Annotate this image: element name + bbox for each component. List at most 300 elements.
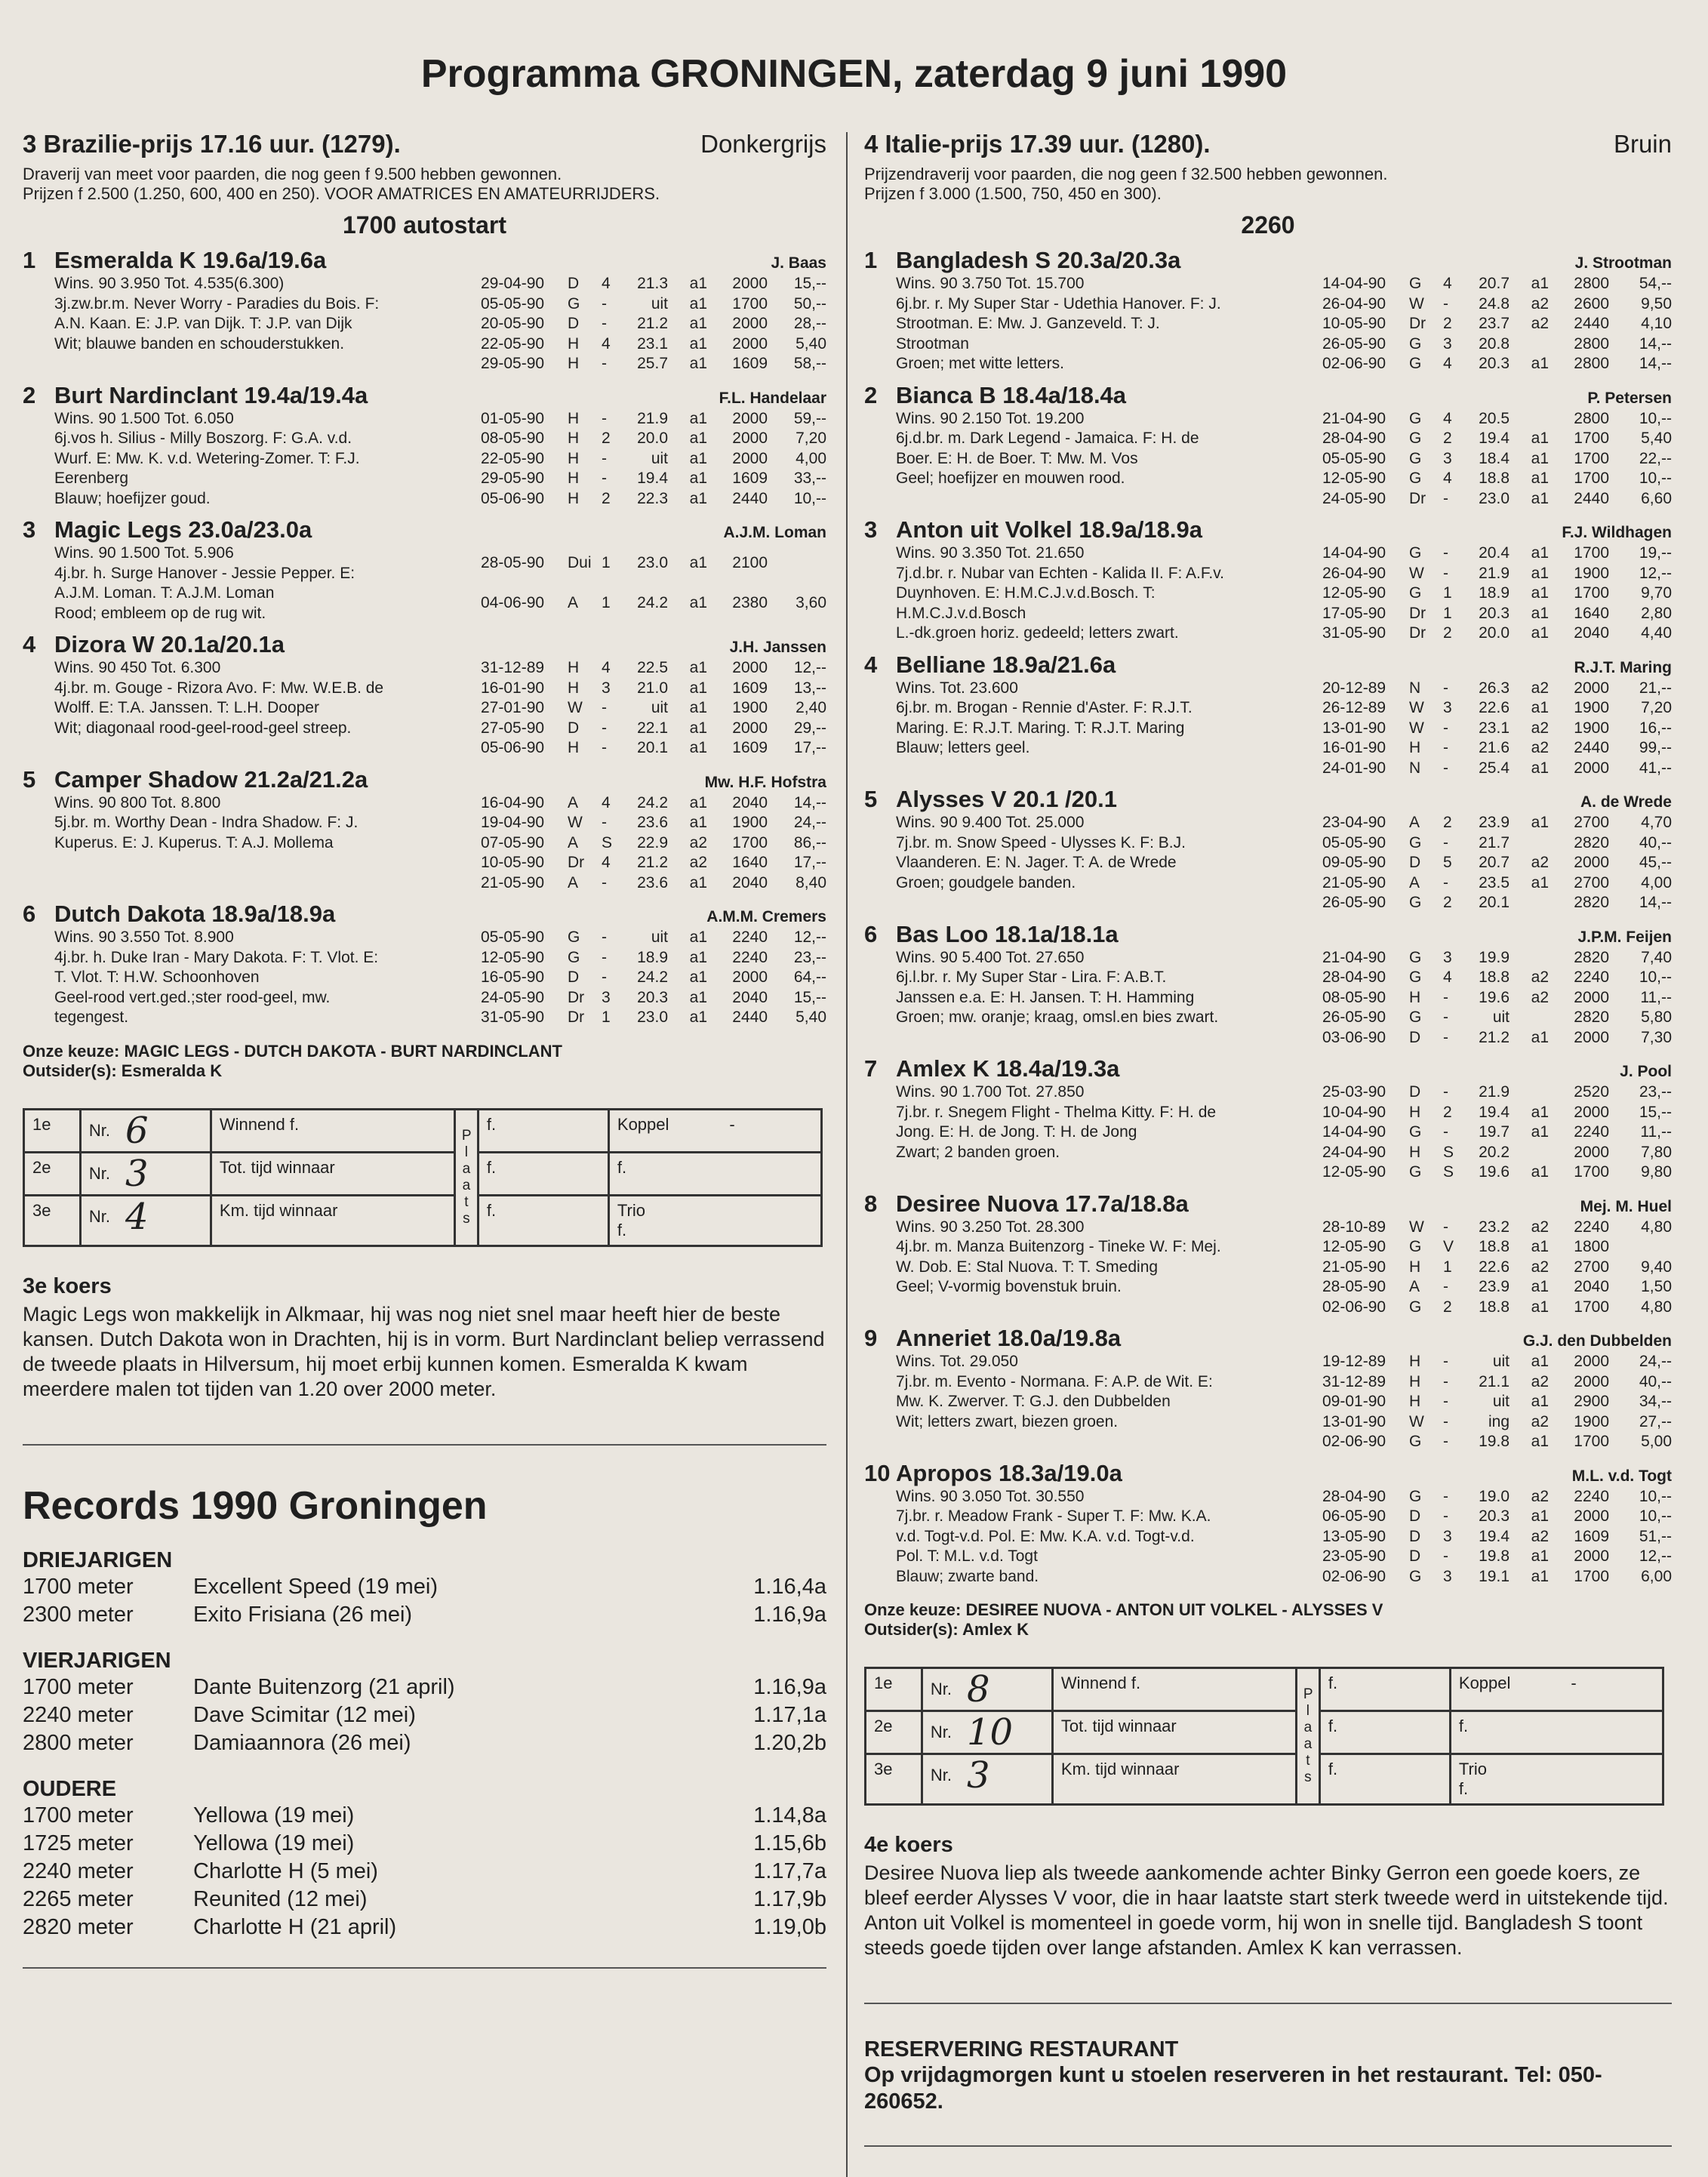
horse-info-line [896,489,1322,510]
performance-cell: G [1409,1238,1422,1255]
performance-cell: - [602,470,607,487]
bet-label: Winnend f. [1052,1668,1296,1711]
race-header [864,130,1672,159]
performance-cell: a1 [689,659,707,676]
performance-cell: 21.2 [637,854,668,871]
performance-cell: - [602,294,607,313]
performance-cell: 51,-- [1639,1527,1672,1545]
performance-cell: Dr [1409,489,1426,507]
performance-cell: 12,-- [793,928,826,946]
performance-cell: 19.6 [1479,988,1510,1006]
performance-cell: 19-12-89 [1322,1353,1386,1370]
number-cell-content [88,1152,202,1195]
horse-entry [864,1325,1672,1452]
record-time: 1.20,2b [753,1730,826,1755]
performance-cell: 26-05-90 [1322,894,1386,911]
performance-cell: V [1443,1238,1454,1255]
performance-cell: S [602,833,613,851]
number-cell-content [88,1109,202,1152]
horse-body [864,1218,1672,1318]
performance-cell: G [1409,584,1422,602]
performance-cell: - [602,449,607,467]
performance-cell: 1609 [1574,1527,1609,1545]
horse-info-line: Wins. 90 3.550 Tot. 8.900 [54,928,234,946]
performance-cell: 40,-- [1639,1372,1672,1390]
performance-cell: 4 [602,659,611,676]
performance-cell: 12-05-90 [1322,1238,1386,1255]
performance-cell: 09-01-90 [1322,1393,1386,1410]
performance-cell: 2040 [1574,1278,1609,1295]
performance-cell: a1 [689,409,707,427]
performance-cell: 9,50 [1641,294,1672,313]
horse-info-line: 6j.br. m. Brogan - Rennie d'Aster. F: R.J.T. [896,699,1193,716]
performance-cell: 6,60 [1641,489,1672,507]
performance-cell [1510,1008,1549,1028]
performance-cell: - [1443,489,1448,507]
horse-entry [864,1055,1672,1183]
performance-cell: 2000 [732,430,768,447]
performance-table [1322,679,1672,779]
handwritten-pick: 10 [967,1711,1014,1754]
performance-cell: G [1409,1487,1422,1505]
number-cell-content [930,1754,1044,1797]
performance-cell: - [1443,1412,1448,1430]
horse-info-line: Strootman [896,334,969,353]
performance-row [1322,719,1672,739]
performance-cell: - [1443,544,1448,562]
performance-cell: a1 [689,470,707,487]
performance-cell: 24.2 [637,594,668,612]
performance-cell: 99,-- [1639,739,1672,756]
commentary-text: Magic Legs won makkelijk in Alkmaar, hij was nog niet snel maar heeft hier de beste kansen. Dutch Dakota won in Drachten, hij is in vorm. Burt Nardinclant beliep verrassend de tweede plaats in Hilversum, hij moet erbij kunnen komen. Esmeralda K kwam meerdere malen tot tijden van 1.20 over 2000 meter. [23,1302,825,1400]
performance-cell: 20.2 [1479,1143,1510,1161]
performance-cell: G [1409,1433,1422,1450]
koppel-cell [1450,1668,1663,1711]
horse-name: Esmeralda K 19.6a/19.6a [54,247,327,273]
performance-cell: uit [651,699,668,716]
performance-cell: D [1409,1547,1421,1565]
performance-cell: 25.4 [1479,759,1510,777]
performance-cell: G [1409,968,1422,986]
performance-row [1322,584,1672,604]
horse-body [23,409,826,510]
horse-info-line: 6j.d.br. m. Dark Legend - Jamaica. F: H. de [896,430,1199,447]
performance-cell: H [1409,1103,1421,1121]
performance-cell: H [568,334,580,353]
performance-cell: - [1443,1507,1448,1525]
performance-cell: a2 [1531,968,1549,986]
performance-cell: 18.8 [1479,1238,1510,1255]
performance-cell: 26.3 [1479,679,1510,697]
performance-row [1322,679,1672,699]
record-horse: Excellent Speed (19 mei) [193,1574,438,1599]
performance-cell: 1700 [1574,1298,1609,1316]
performance-cell: G [568,294,580,313]
record-distance: 1700 meter [23,1803,134,1828]
performance-cell: 19.1 [1479,1567,1510,1585]
record-row [23,1886,826,1914]
horse-trainer: A. de Wrede [1580,793,1672,811]
performance-cell: W [568,814,583,831]
performance-cell: 15,-- [793,275,826,292]
horse-info-line: 7j.br. r. Meadow Frank - Super T. F: Mw. K.A. [896,1507,1211,1525]
performance-cell: 4 [1443,275,1452,292]
performance-row [1322,1162,1672,1183]
performance-cell: a1 [689,873,707,891]
performance-cell: uit [651,294,668,313]
performance-cell: - [602,928,607,946]
performance-cell: H [568,739,580,756]
performance-cell: 2700 [1574,814,1609,831]
record-row [23,1674,826,1701]
performance-cell: H [1409,1353,1421,1370]
record-horse: Dante Buitenzorg (21 april) [193,1674,455,1699]
performance-cell: 7,20 [1641,699,1672,716]
performance-cell: 5,40 [796,334,826,353]
performance-cell: 21.9 [637,409,668,427]
horse-header [23,901,826,928]
performance-cell: 1609 [732,739,768,756]
performance-cell: 24.8 [1479,294,1510,313]
performance-cell: 7,30 [1641,1028,1672,1046]
performance-cell: 21.0 [637,679,668,697]
horse-number: 5 [23,765,36,793]
horse-name-line [864,786,1117,813]
performance-cell: a1 [1531,544,1549,562]
horse-info-line: Wins. 90 3.050 Tot. 30.550 [896,1487,1085,1505]
performance-cell: a1 [1531,814,1549,831]
performance-cell: 14-04-90 [1322,544,1386,562]
horse-entry [23,631,826,759]
performance-cell: 1609 [732,470,768,487]
performance-cell: ing [1488,1412,1510,1430]
performance-cell: - [602,873,607,891]
performance-cell: D [568,719,580,737]
performance-cell: D [1409,1028,1421,1046]
performance-cell: a1 [689,449,707,467]
performance-cell: 41,-- [1639,759,1672,777]
performance-cell: 21-04-90 [1322,948,1386,966]
performance-cell: 2820 [1574,833,1609,851]
performance-cell: 64,-- [793,968,826,986]
performance-cell: 34,-- [1639,1393,1672,1410]
performance-cell: 2 [1443,894,1452,911]
performance-cell: 20.3 [637,988,668,1006]
performance-cell: 58,-- [793,355,826,372]
horse-info-line: 7j.d.br. r. Nubar van Echten - Kalida II. F: A.F.v. [896,564,1224,582]
record-group-title: VIERJARIGEN [23,1648,171,1673]
plaats-text: Plaats [461,1127,472,1227]
performance-cell: 2000 [1574,1547,1609,1565]
performance-cell: 4 [602,275,611,292]
performance-cell: 21-05-90 [1322,1258,1386,1276]
performance-cell: 2000 [1574,1353,1609,1370]
horse-number: 8 [864,1190,878,1217]
performance-cell: 1700 [732,833,768,851]
performance-cell: 7,20 [796,430,826,447]
performance-cell: N [1409,679,1421,697]
performance-cell: 1700 [1574,449,1609,467]
performance-cell: 10,-- [1639,1487,1672,1505]
number-cell [922,1754,1052,1805]
horse-name-line [23,901,335,928]
performance-cell: 18.9 [1479,584,1510,602]
horse-info-line: Wins. Tot. 23.600 [896,679,1018,697]
performance-cell: 1609 [732,679,768,697]
performance-cell: - [602,719,607,737]
performance-cell: 17,-- [793,739,826,756]
horse-info-line: Geel; V-vormig bovenstuk bruin. [896,1278,1122,1295]
performance-cell: 2 [1443,315,1452,332]
horse-info [864,1487,1322,1587]
performance-row [481,543,826,584]
performance-cell: 19.8 [1479,1547,1510,1565]
performance-cell: a1 [689,554,707,572]
record-row [23,1729,826,1757]
performance-cell: a1 [689,275,707,292]
record-row [23,1802,826,1830]
performance-cell: 09-05-90 [1322,854,1386,871]
performance-cell: 08-05-90 [481,430,545,447]
horse-info-line: Wurf. E: Mw. K. v.d. Wetering-Zomer. T: F.J. [54,449,360,467]
performance-row [481,489,826,510]
number-cell-content [88,1195,202,1238]
performance-cell: 05-06-90 [481,489,545,507]
record-time: 1.16,9a [753,1602,826,1627]
plaats-amount: f. [478,1109,608,1152]
performance-row [481,698,826,719]
horse-info [23,409,481,510]
performance-cell: 1900 [1574,719,1609,737]
performance-cell: 1900 [732,814,768,831]
performance-cell: uit [1492,1353,1510,1370]
horse-info-line: Wins. 90 2.150 Tot. 19.200 [896,409,1085,427]
performance-table [1322,1352,1672,1452]
performance-cell: 19.4 [1479,1527,1510,1545]
performance-cell: 20.4 [1479,544,1510,562]
performance-cell: 10,-- [1639,1507,1672,1525]
horse-trainer: Mw. H.F. Hofstra [704,773,826,791]
performance-cell: 23.7 [1479,315,1510,332]
horse-info [864,679,1322,779]
horse-name: Camper Shadow 21.2a/21.2a [54,765,368,793]
performance-row [1322,1527,1672,1547]
performance-cell: 1609 [732,355,768,372]
performance-cell: - [1443,294,1448,313]
performance-cell: - [1443,1433,1448,1450]
performance-cell: 1700 [1574,1163,1609,1181]
horse-info-line: A.J.M. Loman. T: A.J.M. Loman [54,584,275,602]
horse-entry [864,921,1672,1048]
performance-cell: 2000 [1574,988,1609,1006]
performance-cell: 1 [602,1008,611,1026]
horse-info [864,543,1322,644]
performance-row [481,334,826,355]
record-row [23,1914,826,1941]
performance-cell: 05-05-90 [1322,833,1386,851]
performance-row [1322,988,1672,1008]
performance-cell: - [1443,1028,1448,1046]
handwritten-pick: 6 [125,1109,149,1152]
performance-cell: 16,-- [1639,719,1672,737]
performance-row [481,719,826,739]
performance-cell: G [1409,948,1422,966]
performance-row [481,274,826,294]
performance-cell: 1900 [1574,699,1609,716]
horse-name: Anton uit Volkel 18.9a/18.9a [896,516,1203,543]
performance-cell: a1 [689,739,707,756]
horse-entry [864,651,1672,779]
performance-cell: 1 [1443,584,1452,602]
performance-cell: uit [1492,1008,1510,1026]
horse-info-line: Wins. 90 3.950 Tot. 4.535(6.300) [54,275,285,292]
performance-cell: 2800 [1574,409,1609,427]
prediction-form [864,1667,1664,1806]
performance-cell: a1 [1531,1353,1549,1370]
horse-name: Bas Loo 18.1a/18.1a [896,920,1119,947]
horse-info-line: 4j.br. h. Duke Iran - Mary Dakota. F: T. Vlot. E: [54,948,379,966]
performance-cell: 7,40 [1641,948,1672,966]
horse-name-line [23,247,326,274]
performance-cell: 10-05-90 [1322,315,1386,332]
performance-cell: 19.0 [1479,1487,1510,1505]
horse-info-line: Eerenberg [54,470,129,487]
performance-cell [1510,1143,1549,1163]
performance-cell: 16-04-90 [481,793,545,811]
horse-name-line [23,631,285,658]
horse-info-line: Wolff. E: T.A. Janssen. T: L.H. Dooper [54,699,319,716]
trio-cell [1450,1754,1663,1805]
performance-cell: - [602,814,607,831]
record-distance: 1700 meter [23,1574,134,1599]
performance-cell: H [1409,1258,1421,1276]
performance-row [481,793,826,814]
performance-cell: 2000 [732,449,768,467]
performance-cell: 5,80 [1641,1008,1672,1026]
performance-cell: 9,80 [1641,1163,1672,1181]
performance-cell: a1 [689,334,707,353]
performance-cell: 3 [1443,1527,1452,1545]
performance-cell: H [568,409,580,427]
section-divider [864,2003,1672,2004]
horse-number: 2 [23,381,36,408]
performance-cell: a2 [1531,679,1549,697]
performance-cell: a1 [1531,1507,1549,1525]
horse-info-line: Duynhoven. E: H.M.C.J.v.d.Bosch. T: [896,584,1156,602]
performance-cell: 2000 [1574,1103,1609,1121]
trio-label: Trio [1458,1760,1487,1778]
performance-cell: 02-06-90 [1322,355,1386,372]
performance-cell: 14,-- [1639,894,1672,911]
horse-body [864,679,1672,779]
horse-name-line [23,516,312,543]
performance-table [1322,1218,1672,1318]
performance-cell: 29-04-90 [481,275,545,292]
bet-label: Winnend f. [211,1109,454,1152]
horse-number: 3 [864,516,878,543]
performance-cell: 1700 [1574,1433,1609,1450]
performance-cell: 20.3 [1479,604,1510,622]
horse-trainer: J.H. Janssen [729,639,826,656]
performance-cell: 4 [1443,470,1452,487]
performance-cell: uit [1492,1393,1510,1410]
performance-cell: 20-12-89 [1322,679,1386,697]
horse-info-line: Zwart; 2 banden groen. [896,1143,1060,1161]
performance-cell: 2240 [732,928,768,946]
performance-cell: a2 [1531,1258,1549,1276]
performance-cell: 9,40 [1641,1258,1672,1276]
section-divider [23,1444,826,1446]
koppel-amount: f. [608,1152,821,1195]
record-row [23,1858,826,1886]
performance-cell: 2040 [732,873,768,891]
performance-cell: 4,40 [1641,624,1672,642]
performance-cell: 7,80 [1641,1143,1672,1161]
record-time: 1.19,0b [753,1914,826,1939]
horse-name-line [864,247,1180,274]
performance-cell: 2000 [1574,1372,1609,1390]
horse-info-line: Wins. Tot. 29.050 [896,1353,1018,1370]
horse-info [23,274,481,374]
performance-cell: H [568,679,580,697]
performance-cell: 2240 [1574,1218,1609,1236]
performance-row [1322,429,1672,449]
prediction-row [24,1109,822,1152]
race-conditions [23,165,826,204]
performance-row [481,679,826,699]
horse-header [23,766,826,793]
horse-name-line [864,1325,1121,1352]
race-3 [23,130,826,1402]
race-title: 3 Brazilie-prijs 17.16 uur. (1279). [23,130,401,158]
performance-cell: 05-05-90 [481,928,545,946]
horse-header [864,516,1672,543]
record-time: 1.16,4a [753,1574,826,1599]
performance-cell: 23.9 [1479,814,1510,831]
performance-cell: 18.4 [1479,449,1510,467]
horse-name: Anneriet 18.0a/19.8a [896,1325,1122,1351]
performance-cell: a1 [1531,699,1549,716]
performance-cell: - [1443,1353,1448,1370]
performance-cell: 1700 [1574,430,1609,447]
performance-cell: G [1409,409,1422,427]
performance-cell: 29-05-90 [481,470,545,487]
performance-cell: 1800 [1574,1238,1609,1255]
performance-cell: Dr [568,988,585,1006]
horse-info-line: 6j.vos h. Silius - Milly Boszorg. F: G.A. v.d. [54,430,352,447]
performance-cell: 12-05-90 [1322,1163,1386,1181]
performance-cell: A [1409,873,1420,891]
horse-entry [864,1190,1672,1318]
performance-table [1322,948,1672,1048]
nr-label: Nr. [88,1206,111,1226]
horse-info-line: Geel; hoefijzer en mouwen rood. [896,470,1125,487]
horse-info-line: 7j.br. r. Snegem Flight - Thelma Kitty. F: H. de [896,1103,1217,1121]
performance-cell: 28-10-89 [1322,1218,1386,1236]
record-distance: 1725 meter [23,1831,134,1855]
performance-row [1322,1277,1672,1298]
performance-cell: - [1443,1393,1448,1410]
performance-cell: 13-01-90 [1322,1412,1386,1430]
horse-info-line [896,759,1322,779]
horse-info-line: Wins. 90 1.500 Tot. 5.906 [54,544,234,562]
horse-number: 4 [23,631,36,657]
horse-header [864,651,1672,679]
performance-cell: 2820 [1574,894,1609,911]
performance-row [1322,604,1672,624]
handwritten-pick: 4 [125,1195,149,1238]
performance-cell: 04-06-90 [481,594,545,612]
